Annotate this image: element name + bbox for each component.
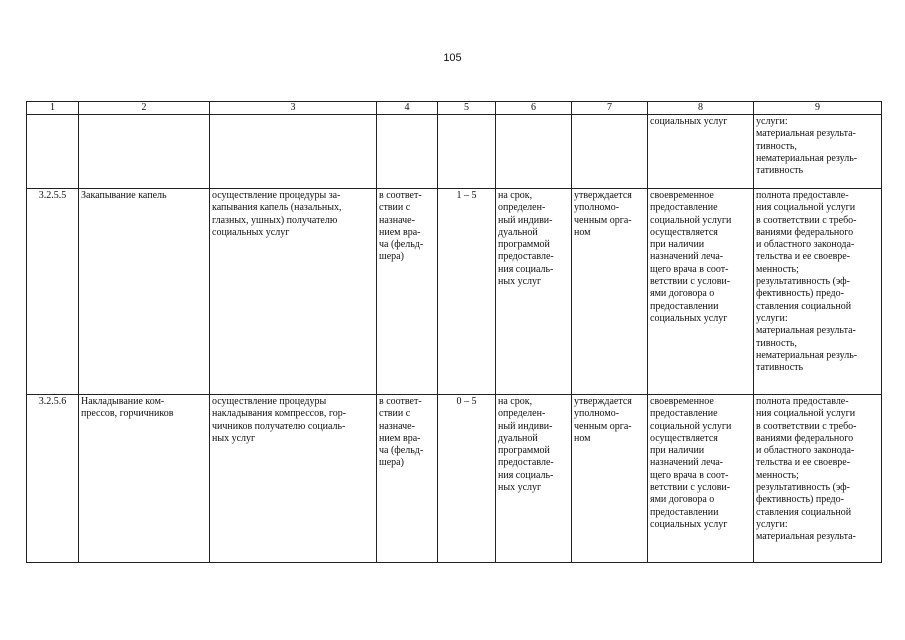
column-header: 7: [572, 102, 648, 115]
column-header: 4: [377, 102, 438, 115]
services-table: [26, 101, 882, 563]
cell-conditions: своевременное предоставление социальной услуги осуществляется при наличии назначений леча- щего врача в соот- ветствии с услови- ями договора о предоставлении социальных услуг: [648, 395, 754, 563]
table-row: [27, 189, 882, 395]
cell-code: 3.2.5.5: [27, 189, 79, 395]
cell-approval: утверждается уполномо- ченным орга- ном: [572, 395, 648, 563]
cell-term: на срок, определен- ный индиви- дуальной программой предоставле- ния социаль- ных услуг: [496, 395, 572, 563]
cell-name: [79, 115, 210, 189]
cell-description: осуществление процедуры накладывания компрессов, гор- чичников получателю социаль- ных услуг: [210, 395, 377, 563]
page-number: 105: [443, 52, 462, 64]
cell-volume: в соответ- ствии с назначе- нием вра- ча (фельд- шера): [377, 395, 438, 563]
cell-volume: [377, 115, 438, 189]
cell-name: Закапывание капель: [79, 189, 210, 395]
header-row: [27, 102, 882, 115]
column-header: 3: [210, 102, 377, 115]
table-row: [27, 115, 882, 189]
cell-description: осуществление процедуры за- капывания капель (назальных, глазных, ушных) получателю социальных услуг: [210, 189, 377, 395]
table-row: [27, 395, 882, 563]
cell-term: [496, 115, 572, 189]
cell-count: 1 – 5: [438, 189, 496, 395]
column-header: 2: [79, 102, 210, 115]
cell-volume: в соответ- ствии с назначе- нием вра- ча (фельд- шера): [377, 189, 438, 395]
cell-conditions: своевременное предоставление социальной услуги осуществляется при наличии назначений леча- щего врача в соот- ветствии с услови- ями договора о предоставлении социальных услуг: [648, 189, 754, 395]
cell-quality: услуги: материальная результа- тивность, нематериальная резуль- тативность: [754, 115, 882, 189]
column-header: 6: [496, 102, 572, 115]
cell-description: [210, 115, 377, 189]
column-header: 5: [438, 102, 496, 115]
cell-approval: утверждается уполномо- ченным орга- ном: [572, 189, 648, 395]
cell-name: Накладывание ком- прессов, горчичников: [79, 395, 210, 563]
cell-conditions: социальных услуг: [648, 115, 754, 189]
cell-code: [27, 115, 79, 189]
cell-code: 3.2.5.6: [27, 395, 79, 563]
cell-count: 0 – 5: [438, 395, 496, 563]
column-header: 8: [648, 102, 754, 115]
cell-count: [438, 115, 496, 189]
column-header: 1: [27, 102, 79, 115]
column-header: 9: [754, 102, 882, 115]
cell-approval: [572, 115, 648, 189]
cell-term: на срок, определен- ный индиви- дуальной программой предоставле- ния социаль- ных услуг: [496, 189, 572, 395]
cell-quality: полнота предоставле- ния социальной услуги в соответствии с требо- ваниями федерального и областного законода- тельства и ее своевре- менность; результативность (эф- фективность) предо- ставления социальной услуги: материальная результа- тивность, нематериальная резуль- тативность: [754, 189, 882, 395]
cell-quality: полнота предоставле- ния социальной услуги в соответствии с требо- ваниями федерального и областного законода- тельства и ее своевре- менность; результативность (эф- фективность) предо- ставления социальной услуги: материальная результа-: [754, 395, 882, 563]
